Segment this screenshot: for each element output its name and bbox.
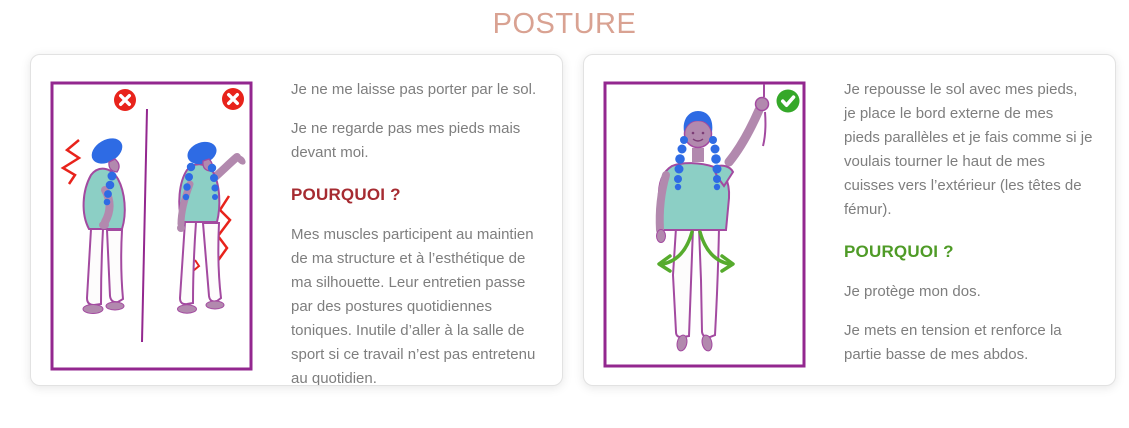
good-posture-illustration bbox=[602, 80, 807, 385]
page-title: POSTURE bbox=[492, 8, 637, 40]
good-posture-text bbox=[844, 78, 1093, 385]
bad-posture-drawing bbox=[49, 80, 254, 372]
explanation-paragraph: Je protège mon dos. bbox=[844, 283, 981, 300]
pourquoi-heading: POURQUOI ? bbox=[291, 185, 401, 204]
cards-row bbox=[30, 54, 1116, 386]
panel-frame bbox=[52, 83, 251, 369]
instruction-paragraph: Je repousse le sol avec mes pieds, je place le bord externe de mes pieds parallèles et je fais comme si je voulais tourner le haut de mes cuisses vers l’extérieur (les têtes de fémur). bbox=[844, 81, 1093, 218]
pourquoi-heading: POURQUOI ? bbox=[844, 242, 954, 261]
instruction-paragraph: Je ne regarde pas mes pieds mais devant moi. bbox=[291, 120, 521, 161]
card-good-posture bbox=[583, 54, 1116, 386]
bad-posture-text bbox=[291, 78, 540, 385]
cross-icon bbox=[114, 89, 136, 111]
card-bad-posture bbox=[30, 54, 563, 386]
cross-icon bbox=[222, 88, 244, 110]
instruction-paragraph: Je ne me laisse pas porter par le sol. bbox=[291, 81, 537, 98]
explanation-paragraph: Je mets en tension et renforce la partie basse de mes abdos. bbox=[844, 322, 1062, 363]
good-posture-drawing bbox=[602, 80, 807, 369]
check-icon bbox=[777, 90, 800, 113]
explanation-paragraph: Mes muscles participent au maintien de ma structure et à l’esthétique de ma silhouette. Leur entretien passe par des postures quotidiennes toniques. Inutile d’aller à la salle de sport si ce travail n’est pas entretenu au quotidien. bbox=[291, 226, 536, 386]
bad-posture-illustration bbox=[49, 80, 254, 385]
gripping-hand bbox=[756, 98, 769, 111]
